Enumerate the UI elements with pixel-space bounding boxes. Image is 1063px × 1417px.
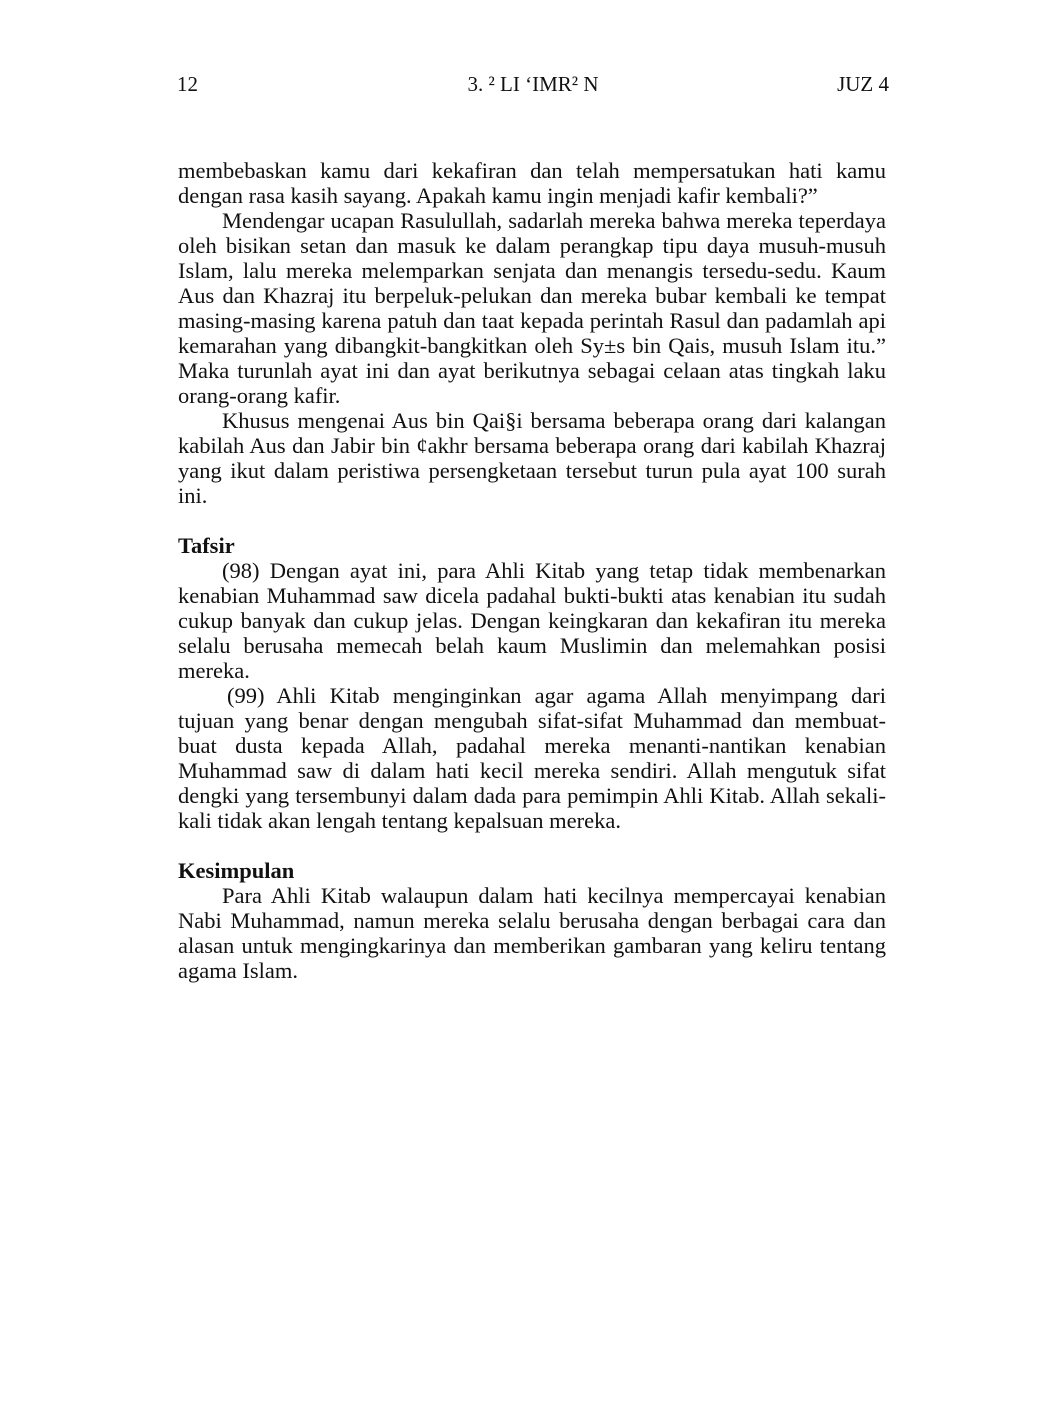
tafsir-heading: Tafsir	[178, 533, 235, 558]
tafsir-paragraph: (98) Dengan ayat ini, para Ahli Kitab yang tetap tidak membenarkan kenabian Muhammad saw dicela padahal bukti-bukti atas kenabian itu sudah cukup banyak dan cukup jelas. Dengan keingkaran dan kekafiran itu mereka selalu berusaha memecah belah kaum Muslimin dan melemahkan posisi mereka.	[178, 558, 886, 683]
juz-label: JUZ 4	[837, 72, 889, 96]
section-spacer	[178, 833, 886, 858]
intro-paragraph: Mendengar ucapan Rasulullah, sadarlah mereka bahwa mereka teperdaya oleh bisikan setan dan masuk ke dalam perangkap tipu daya musuh-musuh Islam, lalu mereka melemparkan senjata dan menangis tersedu-sedu. Kaum Aus dan Khazraj itu berpeluk-pelukan dan mereka bubar kembali ke tempat masing-masing karena patuh dan taat kepada perintah Rasul dan padamlah api kemarahan yang dibangkit-bangkitkan oleh Sy±s bin Qais, musuh Islam itu.” Maka turunlah ayat ini dan ayat berikutnya sebagai celaan atas tingkah laku orang-orang kafir.	[178, 208, 886, 408]
section-spacer	[178, 508, 886, 533]
tafsir-paragraph: (99) Ahli Kitab menginginkan agar agama Allah menyimpang dari tujuan yang benar dengan mengubah sifat-sifat Muhammad dan membuat-buat dusta kepada Allah, padahal mereka menanti-nantikan kenabian Muhammad saw di dalam hati kecil mereka sendiri. Allah mengutuk sifat dengki yang tersembunyi dalam dada para pemimpin Ahli Kitab. Allah sekali-kali tidak akan lengah tentang kepalsuan mereka.	[178, 683, 886, 833]
intro-paragraph-continued: membebaskan kamu dari kekafiran dan telah mempersatukan hati kamu dengan rasa kasih sayang. Apakah kamu ingin menjadi kafir kembali?”	[178, 158, 886, 208]
kesimpulan-paragraph: Para Ahli Kitab walaupun dalam hati kecilnya mempercayai kenabian Nabi Muhammad, namun mereka selalu berusaha dengan berbagai cara dan alasan untuk mengingkarinya dan memberikan gambaran yang keliru tentang agama Islam.	[178, 883, 886, 983]
intro-paragraph: Khusus mengenai Aus bin Qai§i bersama beberapa orang dari kalangan kabilah Aus dan Jabir bin ¢akhr bersama beberapa orang dari kabilah Khazraj yang ikut dalam peristiwa persengketaan tersebut turun pula ayat 100 surah ini.	[178, 408, 886, 508]
chapter-title: 3. ² LI ‘IMR² N	[467, 72, 599, 96]
page-body	[178, 158, 886, 983]
page-header	[177, 72, 889, 100]
page-number: 12	[177, 72, 198, 96]
kesimpulan-heading: Kesimpulan	[178, 858, 295, 883]
